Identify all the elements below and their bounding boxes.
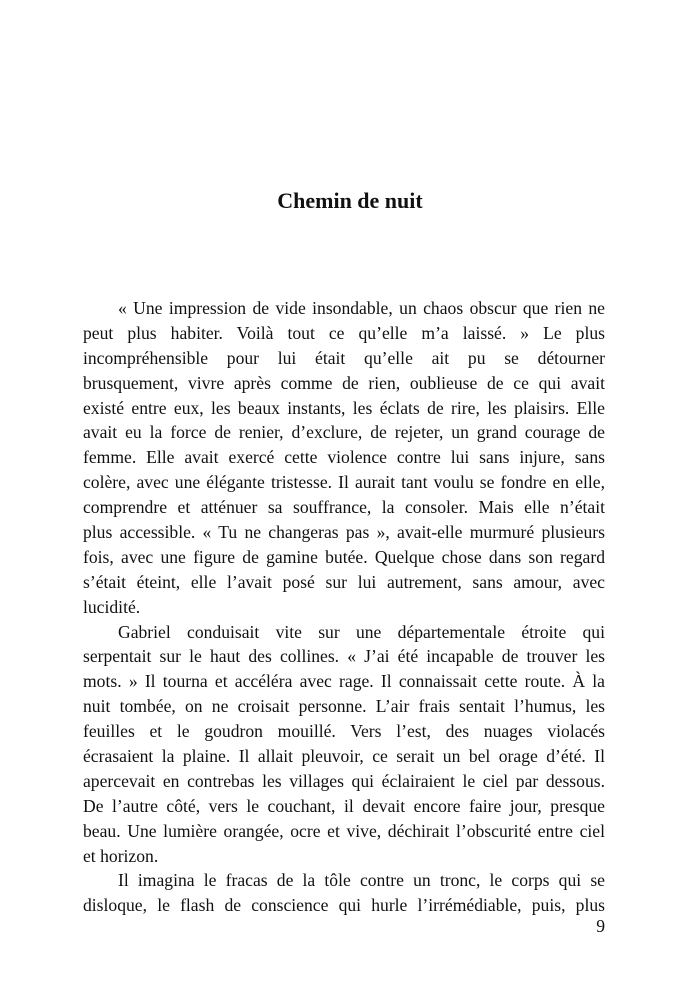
text-line: fois, avec une figure de gamine butée. Quelque chose dans son regard (83, 546, 605, 567)
text-line: femme. Elle avait exercé cette violence contre lui sans injure, sans (83, 447, 605, 468)
text-line: feuilles et le goudron mouillé. Vers l’est, des nuages violacés (83, 721, 605, 742)
text-line: plus accessible. « Tu ne changeras pas », avait-elle murmuré plusieurs (83, 522, 605, 543)
paragraph-3 (83, 868, 605, 918)
chapter-title: Chemin de nuit (277, 188, 423, 213)
text-line: peut plus habiter. Voilà tout ce qu’elle m’a laissé. » Le plus (83, 322, 605, 343)
text-line: et horizon. (83, 845, 159, 866)
text-line: s’était éteint, elle l’avait posé sur lui autrement, sans amour, avec (83, 571, 605, 592)
text-line: existé entre eux, les beaux instants, les éclats de rire, les plaisirs. Elle (83, 397, 605, 418)
text-line: « Une impression de vide insondable, un chaos obscur que rien ne (118, 298, 605, 318)
text-line: écrasaient la plaine. Il allait pleuvoir, ce serait un bel orage d’été. Il (83, 746, 605, 767)
text-line: disloque, le flash de conscience qui hurle l’irrémédiable, puis, plus (83, 895, 605, 916)
text-line: brusquement, vivre après comme de rien, oublieuse de ce qui avait (83, 372, 605, 393)
text-line: serpentait sur le haut des collines. « J’ai été incapable de trouver les (83, 646, 605, 667)
paragraph-1 (83, 296, 605, 620)
text-line: incompréhensible pour lui était qu’elle ait pu se détourner (83, 347, 605, 368)
text-line: avait eu la force de renier, d’exclure, de rejeter, un grand courage de (83, 422, 605, 443)
text-line: lucidité. (83, 596, 141, 617)
text-line: mots. » Il tourna et accéléra avec rage. Il connaissait cette route. À la (83, 671, 605, 692)
text-line: beau. Une lumière orangée, ocre et vive, déchirait l’obscurité entre ciel (83, 820, 605, 841)
text-line: colère, avec une élégante tristesse. Il aurait tant voulu se fondre en elle, (83, 472, 605, 493)
body-text (83, 296, 605, 918)
text-line: nuit tombée, on ne croisait personne. L’air frais sentait l’humus, les (83, 696, 605, 717)
text-line: De l’autre côté, vers le couchant, il devait encore faire jour, presque (83, 795, 605, 816)
text-line: apercevait en contrebas les villages qui éclairaient le ciel par dessous. (83, 770, 605, 791)
page-number: 9 (596, 916, 605, 936)
text-line: Il imagina le fracas de la tôle contre un tronc, le corps qui se (118, 870, 605, 891)
paragraph-2 (83, 620, 605, 869)
text-line: comprendre et atténuer sa souffrance, la consoler. Mais elle n’était (83, 497, 605, 518)
text-line: Gabriel conduisait vite sur une départementale étroite qui (118, 621, 605, 642)
